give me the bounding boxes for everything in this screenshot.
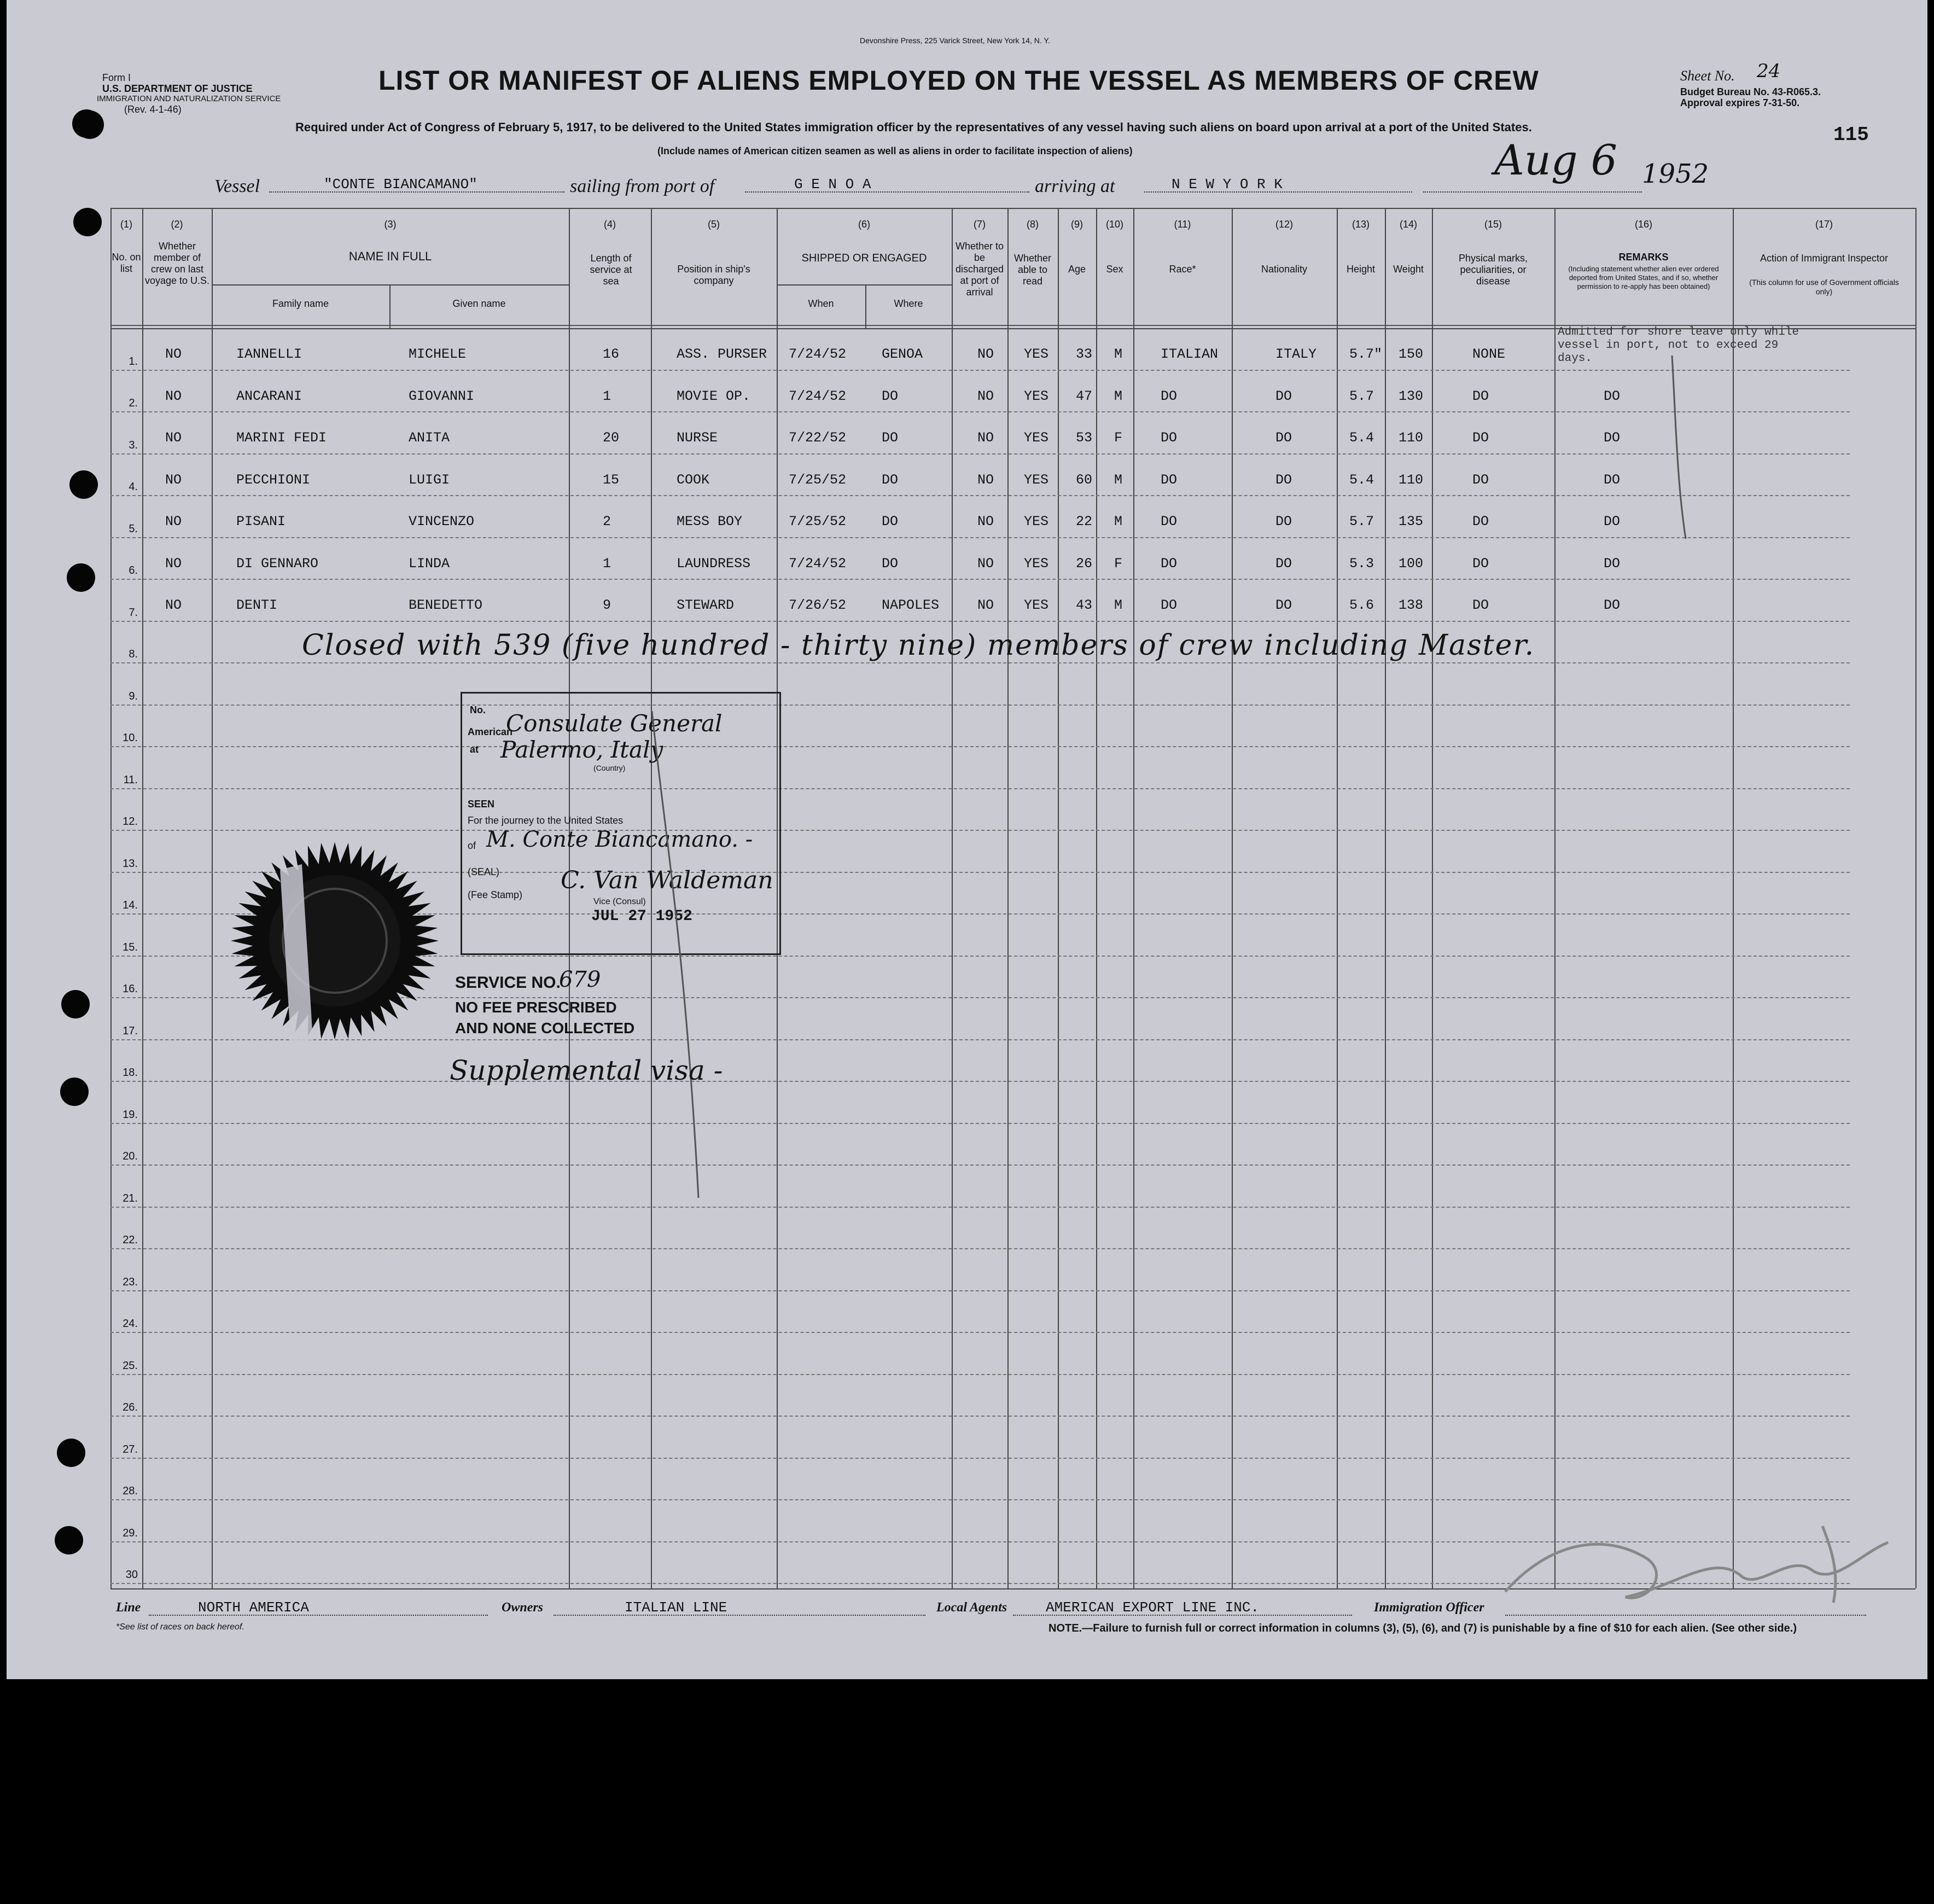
age-cell: 53 bbox=[1076, 430, 1093, 446]
col-num-7: (7) bbox=[974, 219, 986, 230]
given-name-cell: MICHELE bbox=[409, 346, 467, 362]
family-name-cell: PISANI bbox=[236, 514, 286, 529]
weight-cell: 110 bbox=[1399, 430, 1424, 446]
weight-cell: 150 bbox=[1399, 346, 1424, 362]
row-number: 9. bbox=[129, 690, 138, 702]
row-number: 17. bbox=[123, 1024, 138, 1037]
row-number: 7. bbox=[129, 606, 138, 619]
age-cell: 47 bbox=[1076, 388, 1093, 404]
able-to-read-cell: YES bbox=[1024, 597, 1049, 613]
given-name-cell: VINCENZO bbox=[409, 514, 475, 529]
sheet-label: Sheet No. bbox=[1680, 68, 1735, 84]
col-header-position: Position in ship's company bbox=[677, 264, 750, 286]
last-voyage-cell: NO bbox=[165, 430, 182, 446]
row-number: 13. bbox=[123, 857, 138, 870]
service-length-cell: 15 bbox=[603, 471, 620, 488]
row-separator bbox=[110, 370, 1850, 371]
col-num-4: (4) bbox=[604, 219, 616, 230]
position-cell: ASS. PURSER bbox=[677, 346, 767, 362]
shipping-line: NORTH AMERICA bbox=[198, 1599, 309, 1616]
stamp-consulate-hand: Consulate General bbox=[506, 710, 723, 737]
family-name-cell: MARINI FEDI bbox=[236, 430, 327, 446]
row-number: 23. bbox=[123, 1276, 138, 1288]
nationality-cell: DO bbox=[1275, 555, 1292, 572]
sex-cell: M bbox=[1114, 346, 1123, 362]
discharge-cell: NO bbox=[977, 597, 994, 613]
physical-marks-cell: DO bbox=[1472, 597, 1489, 613]
shipped-when-cell: 7/24/52 bbox=[789, 555, 847, 572]
position-cell: LAUNDRESS bbox=[677, 555, 751, 572]
shipped-when-cell: 7/26/52 bbox=[789, 597, 847, 613]
able-to-read-cell: YES bbox=[1024, 346, 1049, 362]
nationality-cell: DO bbox=[1275, 471, 1292, 488]
row-separator bbox=[110, 1290, 1850, 1291]
col-header-given-name: Given name bbox=[452, 298, 506, 309]
remarks-cell: DO bbox=[1604, 430, 1621, 446]
nationality-cell: DO bbox=[1275, 430, 1292, 446]
weight-cell: 138 bbox=[1399, 597, 1424, 613]
row-number: 16. bbox=[123, 983, 138, 995]
row-separator bbox=[110, 704, 1850, 706]
row-number: 10. bbox=[123, 732, 138, 744]
owners-value: ITALIAN LINE bbox=[625, 1599, 727, 1616]
age-cell: 22 bbox=[1076, 514, 1093, 529]
nationality-cell: ITALY bbox=[1275, 346, 1317, 362]
row-separator bbox=[110, 662, 1850, 663]
position-cell: STEWARD bbox=[677, 597, 735, 613]
able-to-read-cell: YES bbox=[1024, 471, 1049, 488]
given-name-cell: BENEDETTO bbox=[409, 597, 483, 613]
top-left-punch bbox=[75, 110, 104, 139]
given-name-cell: LINDA bbox=[409, 555, 450, 572]
position-cell: MOVIE OP. bbox=[677, 388, 751, 404]
discharge-cell: NO bbox=[977, 388, 994, 404]
col-header-family-name: Family name bbox=[272, 298, 329, 309]
sex-cell: F bbox=[1114, 555, 1123, 572]
col-num-12: (12) bbox=[1275, 219, 1293, 230]
row-number: 4. bbox=[129, 481, 138, 493]
sex-cell: M bbox=[1114, 471, 1123, 488]
departure-port: G E N O A bbox=[794, 176, 871, 193]
row-separator bbox=[110, 746, 1850, 747]
row-number: 21. bbox=[123, 1192, 138, 1204]
row-number: 12. bbox=[123, 816, 138, 828]
inspector-signature bbox=[1483, 1510, 1899, 1619]
punch-hole bbox=[61, 990, 90, 1018]
punch-hole bbox=[60, 1078, 89, 1106]
row-separator bbox=[110, 1416, 1850, 1417]
remarks-cell: DO bbox=[1604, 597, 1621, 613]
row-number: 26. bbox=[123, 1401, 138, 1413]
row-separator bbox=[110, 1499, 1850, 1500]
row-number: 3. bbox=[129, 439, 138, 451]
height-cell: 5.6 bbox=[1349, 597, 1374, 613]
family-name-cell: DENTI bbox=[236, 597, 278, 613]
family-name-cell: ANCARANI bbox=[236, 388, 302, 404]
consular-visa-stamp bbox=[461, 692, 781, 955]
stamp-ship-hand: M. Conte Biancamano. - bbox=[486, 827, 753, 852]
punch-hole bbox=[67, 563, 95, 592]
closing-note-hand: Closed with 539 (five hundred - thirty nine) members of crew including Master. bbox=[302, 629, 1535, 662]
nationality-cell: DO bbox=[1275, 597, 1292, 613]
col-num-14: (14) bbox=[1399, 219, 1417, 230]
weight-cell: 130 bbox=[1399, 388, 1424, 404]
service-length-cell: 16 bbox=[603, 346, 620, 362]
col-num-13: (13) bbox=[1352, 219, 1370, 230]
row-number: 24. bbox=[123, 1318, 138, 1330]
punch-hole bbox=[57, 1439, 85, 1467]
position-cell: MESS BOY bbox=[677, 514, 743, 529]
stamp-seal-label: (SEAL) bbox=[468, 866, 500, 877]
col-num-6: (6) bbox=[858, 219, 870, 230]
row-number: 8. bbox=[129, 648, 138, 660]
race-cell: DO bbox=[1161, 430, 1178, 446]
last-voyage-cell: NO bbox=[165, 597, 182, 613]
able-to-read-cell: YES bbox=[1024, 430, 1049, 446]
discharge-cell: NO bbox=[977, 514, 994, 529]
col-header-age: Age bbox=[1068, 264, 1086, 275]
stamp-fee-label: (Fee Stamp) bbox=[468, 889, 523, 900]
row-separator bbox=[110, 1458, 1850, 1459]
stamp-country-label: (Country) bbox=[593, 764, 626, 772]
physical-marks-cell: DO bbox=[1472, 471, 1489, 488]
shipped-where-cell: GENOA bbox=[882, 346, 923, 362]
weight-cell: 110 bbox=[1399, 471, 1424, 488]
shipped-where-cell: DO bbox=[882, 430, 899, 446]
col-header-action-note: (This column for use of Government officials only) bbox=[1749, 278, 1899, 296]
embossed-seal bbox=[220, 831, 450, 1050]
row-number: 25. bbox=[123, 1359, 138, 1372]
row-number: 2. bbox=[129, 397, 138, 409]
col-num-5: (5) bbox=[708, 219, 720, 230]
page-number: 115 bbox=[1833, 124, 1869, 146]
row-number: 30 bbox=[125, 1569, 138, 1581]
col-num-15: (15) bbox=[1484, 219, 1502, 230]
sex-cell: M bbox=[1114, 597, 1123, 613]
row-separator bbox=[110, 1207, 1850, 1208]
form-number: Form I bbox=[102, 72, 131, 83]
row-separator bbox=[110, 1374, 1850, 1375]
service-length-cell: 1 bbox=[603, 555, 611, 572]
local-agents: AMERICAN EXPORT LINE INC. bbox=[1046, 1599, 1260, 1616]
row-separator bbox=[110, 1248, 1850, 1249]
row-separator bbox=[110, 495, 1850, 496]
requirement-text: Required under Act of Congress of February 5, 1917, to be delivered to the United States immigration officer by the representatives of any vessel having such aliens on board upon arrival at a port of the United States. bbox=[295, 120, 1532, 134]
arrival-year-hand: 1952 bbox=[1642, 159, 1709, 189]
able-to-read-cell: YES bbox=[1024, 388, 1049, 404]
row-separator bbox=[110, 830, 1850, 831]
row-number: 1. bbox=[129, 355, 138, 368]
stamp-seen-label: SEEN bbox=[468, 799, 495, 810]
vessel-name: "CONTE BIANCAMANO" bbox=[324, 176, 477, 193]
shipped-where-cell: DO bbox=[882, 388, 899, 404]
remark-ditto-line bbox=[1669, 356, 1691, 541]
col-header-shipped-engaged: SHIPPED OR ENGAGED bbox=[801, 252, 927, 264]
physical-marks-cell: DO bbox=[1472, 430, 1489, 446]
punch-hole bbox=[73, 208, 102, 236]
race-cell: DO bbox=[1161, 514, 1178, 529]
physical-marks-cell: DO bbox=[1472, 514, 1489, 529]
height-cell: 5.7" bbox=[1349, 346, 1383, 362]
penalty-note: NOTE.—Failure to furnish full or correct information in columns (3), (5), (6), and (7) is punishable by a fine of $10 for each alien. (See other side.) bbox=[1048, 1622, 1797, 1634]
stamp-journey-label: For the journey to the United States bbox=[468, 815, 624, 826]
col-header-discharged: Whether to be discharged at port of arrival bbox=[955, 241, 1004, 298]
family-name-cell: DI GENNARO bbox=[236, 555, 319, 572]
owners-label: Owners bbox=[502, 1600, 544, 1615]
stamp-of-label: of bbox=[468, 840, 476, 851]
last-voyage-cell: NO bbox=[165, 346, 182, 362]
height-cell: 5.7 bbox=[1349, 514, 1374, 529]
remarks-cell: DO bbox=[1604, 388, 1621, 404]
shipped-when-cell: 7/25/52 bbox=[789, 471, 847, 488]
height-cell: 5.4 bbox=[1349, 430, 1374, 446]
shipped-where-cell: DO bbox=[882, 555, 899, 572]
col-header-weight: Weight bbox=[1393, 264, 1424, 275]
row-number: 20. bbox=[123, 1150, 138, 1162]
col-header-race: Race* bbox=[1169, 264, 1196, 275]
col-header-nationality: Nationality bbox=[1261, 264, 1308, 275]
col-num-8: (8) bbox=[1027, 219, 1039, 230]
printer-line: Devonshire Press, 225 Varick Street, New York 14, N. Y. bbox=[860, 36, 1050, 45]
service-length-cell: 20 bbox=[603, 430, 620, 446]
col-header-remarks-note: (Including statement whether alien ever ordered deported from United States, and if so, whether permission to re-apply has been obtained) bbox=[1568, 265, 1719, 290]
row-number: 22. bbox=[123, 1234, 138, 1246]
given-name-cell: LUIGI bbox=[409, 471, 450, 488]
able-to-read-cell: YES bbox=[1024, 555, 1049, 572]
col-num-9: (9) bbox=[1071, 219, 1083, 230]
shipped-where-cell: DO bbox=[882, 471, 899, 488]
age-cell: 33 bbox=[1076, 346, 1093, 362]
age-cell: 26 bbox=[1076, 555, 1093, 572]
stamp-city-hand: Palermo, Italy bbox=[500, 736, 663, 763]
col-header-where: Where bbox=[894, 298, 923, 309]
shipped-when-cell: 7/24/52 bbox=[789, 388, 847, 404]
agents-label: Local Agents bbox=[936, 1600, 1007, 1615]
nationality-cell: DO bbox=[1275, 388, 1292, 404]
height-cell: 5.3 bbox=[1349, 555, 1374, 572]
race-cell: ITALIAN bbox=[1161, 346, 1219, 362]
row-number: 15. bbox=[123, 941, 138, 953]
row-number: 18. bbox=[123, 1067, 138, 1079]
sheet-number: 24 bbox=[1757, 60, 1781, 82]
stamp-stray-line bbox=[646, 711, 712, 1203]
shipped-when-cell: 7/25/52 bbox=[789, 514, 847, 529]
family-name-cell: IANNELLI bbox=[236, 346, 302, 362]
col-num-1: (1) bbox=[120, 219, 132, 230]
last-voyage-cell: NO bbox=[165, 471, 182, 488]
sailing-label: sailing from port of bbox=[570, 176, 715, 196]
discharge-cell: NO bbox=[977, 555, 994, 572]
position-cell: COOK bbox=[677, 471, 710, 488]
row-separator bbox=[110, 1332, 1850, 1333]
row-number: 5. bbox=[129, 522, 138, 535]
row-separator bbox=[110, 1081, 1850, 1082]
service-number: 679 bbox=[559, 967, 601, 992]
budget-number: Budget Bureau No. 43-R065.3. bbox=[1680, 86, 1821, 97]
col-header-able-to-read: Whether able to read bbox=[1013, 253, 1052, 287]
service-length-cell: 1 bbox=[603, 388, 611, 404]
form-title: LIST OR MANIFEST OF ALIENS EMPLOYED ON THE VESSEL AS MEMBERS OF CREW bbox=[378, 65, 1539, 96]
sex-cell: M bbox=[1114, 514, 1123, 529]
sex-cell: M bbox=[1114, 388, 1123, 404]
age-cell: 60 bbox=[1076, 471, 1093, 488]
shore-leave-stamp: Admitted for shore leave only while vessel in port, not to exceed 29 days. bbox=[1558, 326, 1799, 365]
include-note: (Include names of American citizen seamen as well as aliens in order to facilitate inspection of aliens) bbox=[657, 145, 1133, 156]
form-revision: (Rev. 4-1-46) bbox=[124, 104, 182, 115]
last-voyage-cell: NO bbox=[165, 555, 182, 572]
row-number: 14. bbox=[123, 899, 138, 911]
col-header-action-inspector: Action of Immigrant Inspector bbox=[1760, 253, 1889, 264]
approval-expiry: Approval expires 7-31-50. bbox=[1680, 97, 1800, 108]
nationality-cell: DO bbox=[1275, 514, 1292, 529]
col-header-remarks: REMARKS bbox=[1618, 252, 1669, 263]
service-name: IMMIGRATION AND NATURALIZATION SERVICE bbox=[97, 94, 281, 103]
col-header-when: When bbox=[808, 298, 834, 309]
row-separator bbox=[110, 453, 1850, 455]
height-cell: 5.7 bbox=[1349, 388, 1374, 404]
row-number: 6. bbox=[129, 564, 138, 577]
col-header-length-of-service: Length of service at sea bbox=[590, 253, 632, 287]
arrival-port: N E W Y O R K bbox=[1172, 176, 1283, 193]
col-num-11: (11) bbox=[1174, 219, 1191, 230]
remarks-cell: DO bbox=[1604, 555, 1621, 572]
family-name-cell: PECCHIONI bbox=[236, 471, 311, 488]
discharge-cell: NO bbox=[977, 471, 994, 488]
col-header-height: Height bbox=[1346, 264, 1376, 275]
row-separator bbox=[110, 579, 1850, 580]
line-label: Line bbox=[116, 1600, 141, 1615]
col-num-16: (16) bbox=[1634, 219, 1652, 230]
col-num-2: (2) bbox=[171, 219, 183, 230]
given-name-cell: ANITA bbox=[409, 430, 450, 446]
punch-hole bbox=[55, 1526, 83, 1554]
age-cell: 43 bbox=[1076, 597, 1093, 613]
race-cell: DO bbox=[1161, 555, 1178, 572]
row-number: 27. bbox=[123, 1443, 138, 1455]
race-cell: DO bbox=[1161, 471, 1178, 488]
sex-cell: F bbox=[1114, 430, 1123, 446]
discharge-cell: NO bbox=[977, 430, 994, 446]
manifest-sheet bbox=[7, 0, 1927, 1679]
race-footnote: *See list of races on back hereof. bbox=[116, 1622, 244, 1632]
none-collected-line: AND NONE COLLECTED bbox=[455, 1020, 635, 1037]
shipped-when-cell: 7/22/52 bbox=[789, 430, 847, 446]
department-name: U.S. DEPARTMENT OF JUSTICE bbox=[102, 83, 253, 94]
row-number: 19. bbox=[123, 1108, 138, 1121]
punch-hole bbox=[69, 470, 98, 499]
col-num-17: (17) bbox=[1815, 219, 1833, 230]
stamp-no-label: No. bbox=[470, 704, 486, 715]
stamp-american-label: American bbox=[468, 726, 513, 737]
arrival-date-hand: Aug 6 bbox=[1494, 136, 1617, 184]
physical-marks-cell: DO bbox=[1472, 555, 1489, 572]
stamp-at-label: at bbox=[470, 744, 479, 755]
last-voyage-cell: NO bbox=[165, 388, 182, 404]
row-number: 29. bbox=[123, 1527, 138, 1539]
row-separator bbox=[110, 411, 1850, 412]
shipped-where-cell: DO bbox=[882, 514, 899, 529]
col-header-no-on-list: No. on list bbox=[112, 252, 141, 274]
shipped-when-cell: 7/24/52 bbox=[789, 346, 847, 362]
remarks-cell: DO bbox=[1604, 514, 1621, 529]
col-header-physical-marks: Physical marks, peculiarities, or disease bbox=[1458, 253, 1528, 287]
physical-marks-cell: NONE bbox=[1472, 346, 1506, 362]
able-to-read-cell: YES bbox=[1024, 514, 1049, 529]
service-length-cell: 9 bbox=[603, 597, 611, 613]
col-header-last-voyage: Whether member of crew on last voyage to U.S. bbox=[144, 241, 210, 286]
service-number-label: SERVICE NO. bbox=[455, 974, 561, 992]
given-name-cell: GIOVANNI bbox=[409, 388, 475, 404]
weight-cell: 100 bbox=[1399, 555, 1424, 572]
physical-marks-cell: DO bbox=[1472, 388, 1489, 404]
weight-cell: 135 bbox=[1399, 514, 1424, 529]
supplemental-visa-hand: Supplemental visa - bbox=[450, 1055, 723, 1086]
service-length-cell: 2 bbox=[603, 514, 611, 529]
vice-consul-signature: C. Van Waldeman bbox=[561, 866, 773, 894]
height-cell: 5.4 bbox=[1349, 471, 1374, 488]
remarks-cell: DO bbox=[1604, 471, 1621, 488]
discharge-cell: NO bbox=[977, 346, 994, 362]
col-header-name-in-full: NAME IN FULL bbox=[348, 249, 432, 263]
row-number: 11. bbox=[123, 773, 138, 786]
col-num-10: (10) bbox=[1105, 219, 1123, 230]
row-separator bbox=[110, 1123, 1850, 1124]
position-cell: NURSE bbox=[677, 430, 718, 446]
col-header-sex: Sex bbox=[1106, 264, 1123, 275]
shipped-where-cell: NAPOLES bbox=[882, 597, 940, 613]
col-num-3: (3) bbox=[384, 219, 397, 230]
arriving-label: arriving at bbox=[1035, 176, 1115, 196]
race-cell: DO bbox=[1161, 597, 1178, 613]
row-separator bbox=[110, 1164, 1850, 1166]
stamp-consul-label: Vice (Consul) bbox=[593, 897, 646, 906]
no-fee-line: NO FEE PRESCRIBED bbox=[455, 999, 617, 1016]
stamp-date: JUL 27 1952 bbox=[591, 908, 692, 925]
immigration-officer-label: Immigration Officer bbox=[1374, 1600, 1484, 1615]
vessel-label: Vessel bbox=[214, 176, 260, 196]
race-cell: DO bbox=[1161, 388, 1178, 404]
row-number: 28. bbox=[123, 1485, 138, 1497]
row-separator bbox=[110, 621, 1850, 622]
row-separator bbox=[110, 788, 1850, 789]
last-voyage-cell: NO bbox=[165, 514, 182, 529]
row-separator bbox=[110, 537, 1850, 538]
